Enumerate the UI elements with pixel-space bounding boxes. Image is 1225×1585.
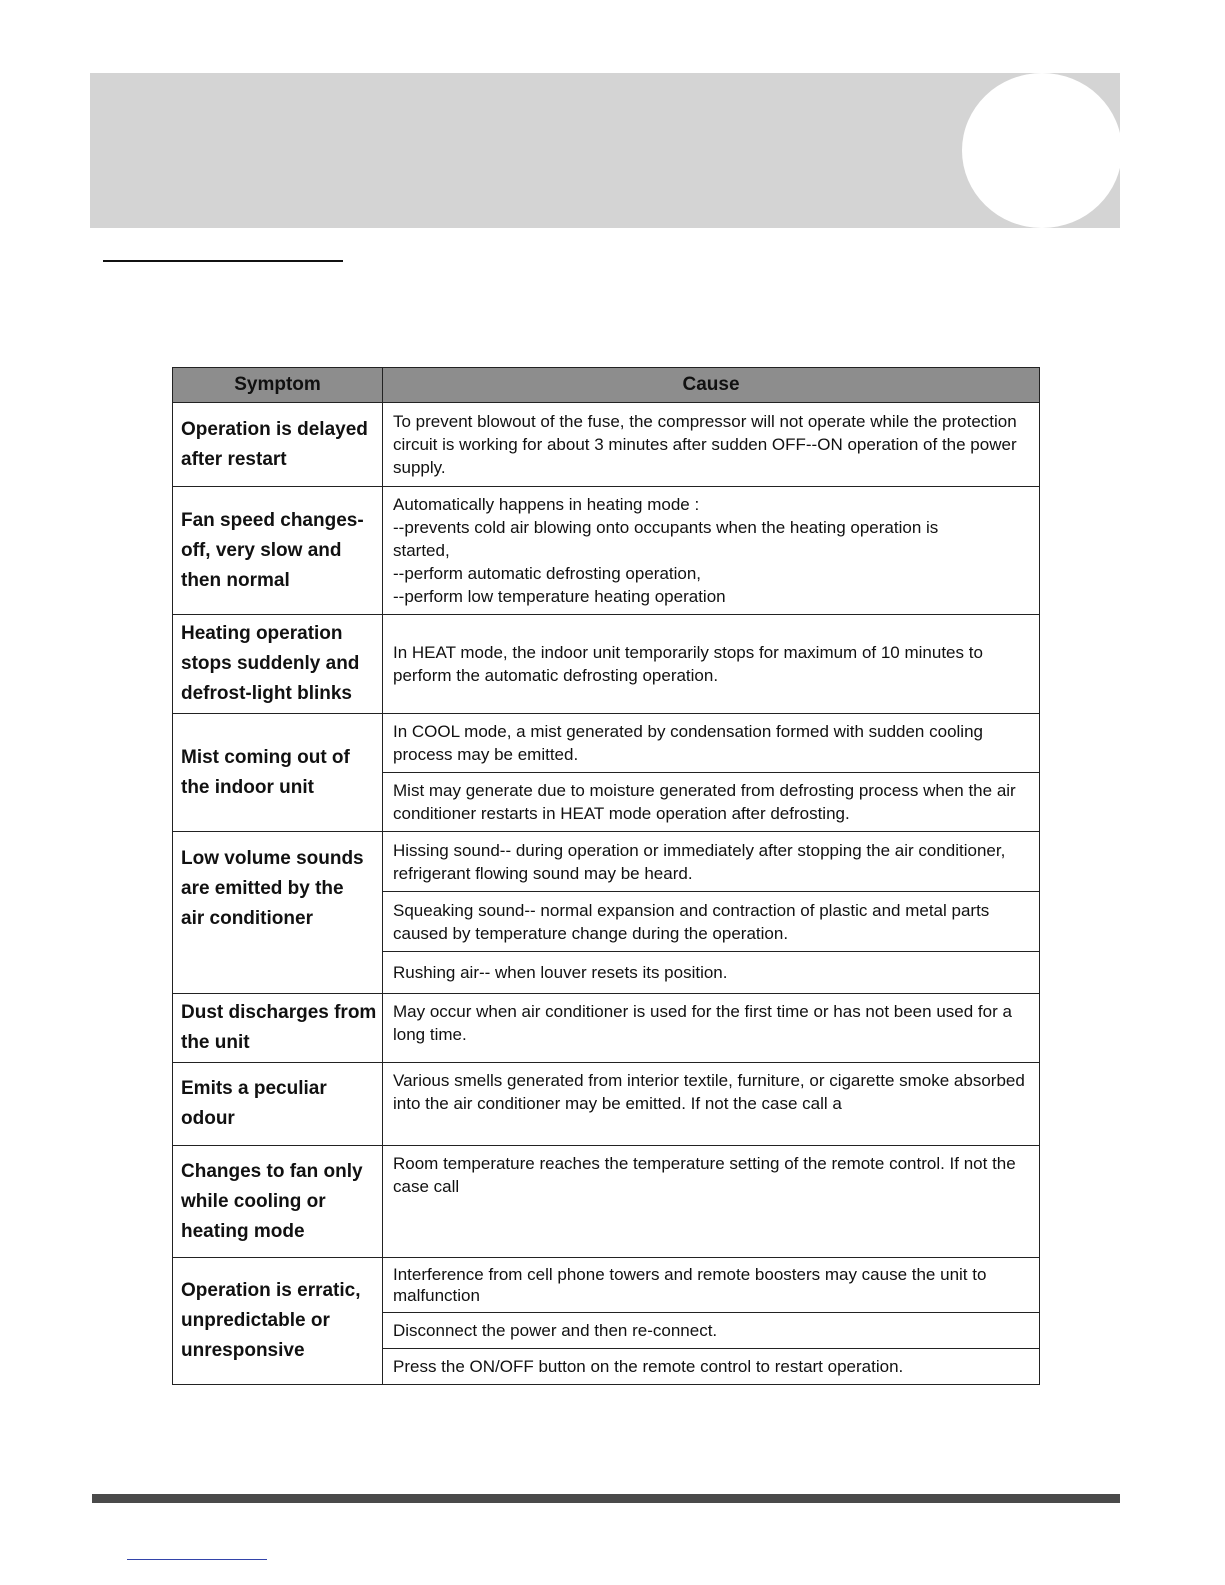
cause-cell: Disconnect the power and then re-connect. xyxy=(383,1313,1040,1349)
symptom-cell: Operation is delayed after restart xyxy=(173,403,383,487)
cause-cell: May occur when air conditioner is used for the first time or has not been used for a long time. xyxy=(383,994,1040,1063)
symptom-cell: Mist coming out of the indoor unit xyxy=(173,714,383,832)
table-row xyxy=(173,714,1040,773)
table-row xyxy=(173,994,1040,1063)
banner-circle-decoration xyxy=(962,73,1120,228)
table-row xyxy=(173,1146,1040,1258)
table-row xyxy=(173,403,1040,487)
symptom-cell: Operation is erratic, unpredictable or unresponsive xyxy=(173,1258,383,1385)
footer-bar xyxy=(92,1494,1120,1503)
table-row xyxy=(173,1258,1040,1313)
troubleshooting-table xyxy=(172,367,1040,1385)
cause-cell: Interference from cell phone towers and remote boosters may cause the unit to malfunction xyxy=(383,1258,1040,1313)
symptom-cell: Emits a peculiar odour xyxy=(173,1063,383,1146)
cause-cell: Press the ON/OFF button on the remote control to restart operation. xyxy=(383,1349,1040,1385)
table-row xyxy=(173,832,1040,892)
cause-cell: Mist may generate due to moisture generated from defrosting process when the air conditioner restarts in HEAT mode operation after defrosting. xyxy=(383,773,1040,832)
symptom-cell: Changes to fan only while cooling or heating mode xyxy=(173,1146,383,1258)
header-symptom: Symptom xyxy=(173,368,383,403)
footer-line xyxy=(127,1559,267,1560)
cause-cell: Rushing air-- when louver resets its position. xyxy=(383,952,1040,994)
cause-cell: In COOL mode, a mist generated by condensation formed with sudden cooling process may be emitted. xyxy=(383,714,1040,773)
table-row xyxy=(173,1063,1040,1146)
table-row xyxy=(173,487,1040,615)
symptom-cell: Heating operation stops suddenly and defrost-light blinks xyxy=(173,615,383,714)
cause-cell: Hissing sound-- during operation or immediately after stopping the air conditioner, refrigerant flowing sound may be heard. xyxy=(383,832,1040,892)
cause-cell: In HEAT mode, the indoor unit temporarily stops for maximum of 10 minutes to perform the automatic defrosting operation. xyxy=(383,615,1040,714)
table-row xyxy=(173,615,1040,714)
symptom-cell: Low volume sounds are emitted by the air conditioner xyxy=(173,832,383,994)
cause-cell: Room temperature reaches the temperature setting of the remote control. If not the case call xyxy=(383,1146,1040,1258)
section-heading-underline xyxy=(103,260,343,262)
symptom-cell: Dust discharges from the unit xyxy=(173,994,383,1063)
cause-cell: Various smells generated from interior textile, furniture, or cigarette smoke absorbed into the air conditioner may be emitted. If not the case call a xyxy=(383,1063,1040,1146)
cause-cell: Squeaking sound-- normal expansion and contraction of plastic and metal parts caused by temperature change during the operation. xyxy=(383,892,1040,952)
symptom-cell: Fan speed changes- off, very slow and then normal xyxy=(173,487,383,615)
table-header-row xyxy=(173,368,1040,403)
cause-cell: Automatically happens in heating mode : --prevents cold air blowing onto occupants when the heating operation is started, --perform automatic defrosting operation, --perform low temperature heating operation xyxy=(383,487,1040,615)
header-cause: Cause xyxy=(383,368,1040,403)
cause-cell: To prevent blowout of the fuse, the compressor will not operate while the protection circuit is working for about 3 minutes after sudden OFF--ON operation of the power supply. xyxy=(383,403,1040,487)
chapter-banner xyxy=(90,73,1120,228)
